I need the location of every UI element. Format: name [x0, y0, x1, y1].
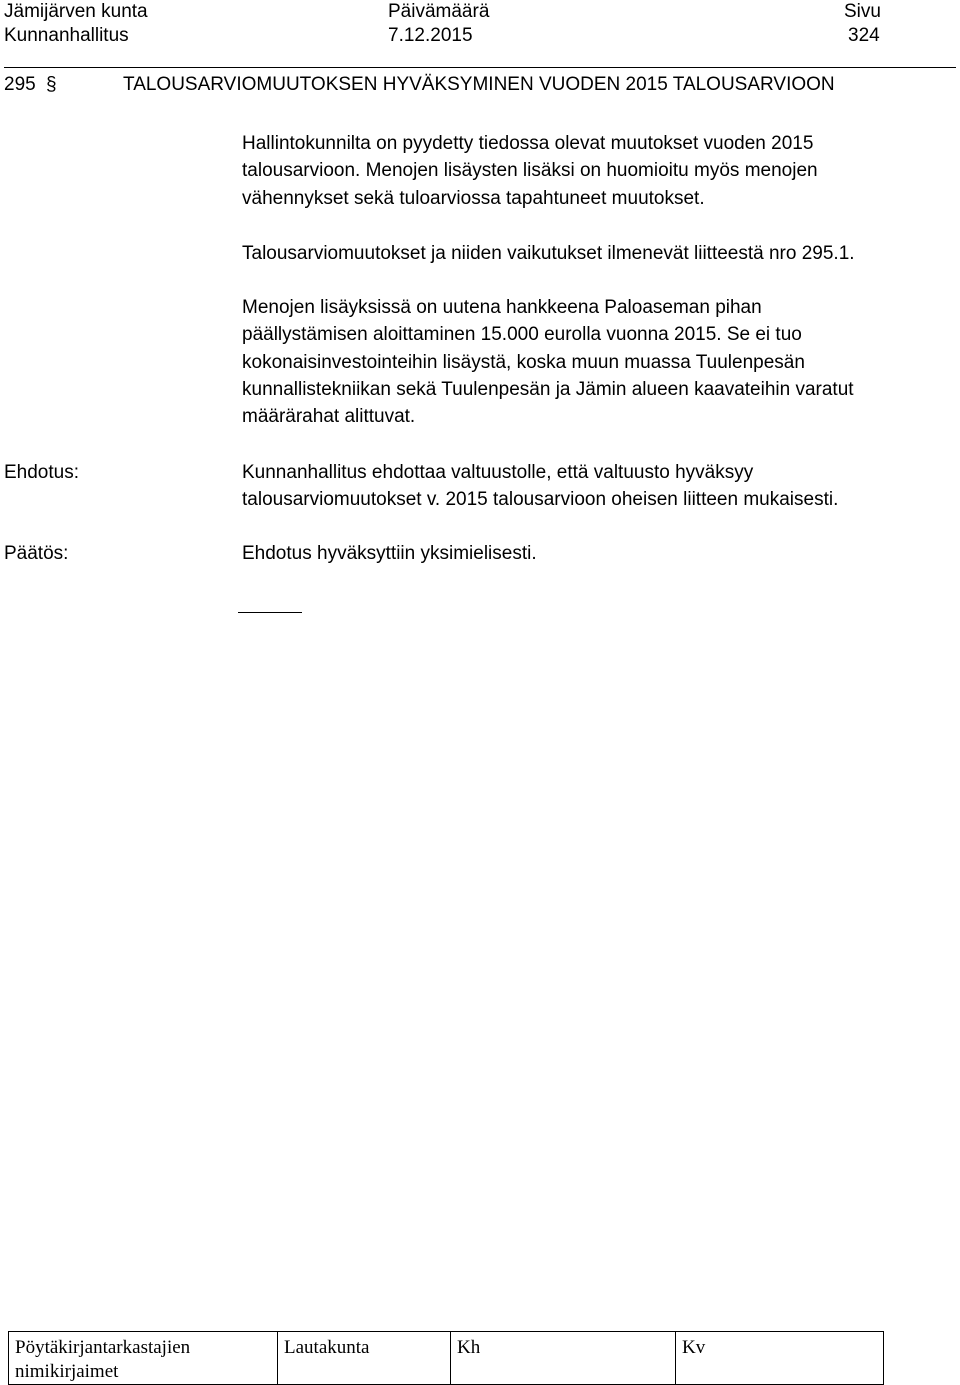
reviewers-initials-label: Pöytäkirjantarkastajien [15, 1337, 191, 1358]
table-row [9, 1332, 884, 1385]
section-title: TALOUSARVIOMUUTOKSEN HYVÄKSYMINEN VUODEN 2015 TALOUSARVIOON [123, 74, 835, 95]
reviewers-initials-cell [9, 1332, 278, 1385]
date-label: Päivämäärä [388, 1, 490, 22]
section-symbol: § [46, 74, 57, 95]
kv-label: Kv [682, 1337, 706, 1358]
paragraph-line: Talousarviomuutokset ja niiden vaikutukset ilmenevät liitteestä nro 295.1. [242, 243, 855, 264]
proposal-text [242, 459, 952, 514]
signature-footer-table [8, 1331, 884, 1385]
decision-label: Päätös: [4, 543, 69, 564]
page-number: 324 [848, 25, 880, 46]
committee-cell [278, 1332, 451, 1385]
kh-label: Kh [457, 1337, 481, 1358]
section-end-line [238, 612, 302, 613]
paragraph-line: kunnallistekniikan sekä Tuulenpesän ja Jämin alueen kaavateihin varatut [242, 378, 854, 400]
paragraph-appendix-reference [242, 240, 952, 267]
section-number: 295 [4, 74, 36, 95]
page-label: Sivu [844, 1, 881, 22]
paragraph-line: päällystämisen aloittaminen 15.000 eurolla vuonna 2015. Se ei tuo [242, 324, 802, 346]
paragraph-new-project [242, 294, 952, 430]
header-divider [4, 67, 956, 68]
kv-cell [676, 1332, 884, 1385]
paragraph-line: määrärahat alittuvat. [242, 406, 416, 428]
meeting-date: 7.12.2015 [388, 25, 473, 46]
paragraph-line: Menojen lisäyksissä on uutena hankkeena Paloaseman pihan [242, 297, 762, 318]
paragraph-line: talousarvioon. Menojen lisäysten lisäksi on huomioitu myös menojen [242, 160, 818, 182]
paragraph-changes-requested [242, 130, 952, 212]
paragraph-line: kokonaisinvestointeihin lisäystä, koska muun muassa Tuulenpesän [242, 351, 805, 373]
paragraph-line: vähennykset sekä tuloarviossa tapahtuneet muutokset. [242, 187, 705, 209]
proposal-label: Ehdotus: [4, 462, 79, 483]
reviewers-initials-label-2: nimikirjaimet [15, 1361, 119, 1382]
kh-cell [451, 1332, 676, 1385]
paragraph-line: Hallintokunnilta on pyydetty tiedossa olevat muutokset vuoden 2015 [242, 133, 814, 154]
committee-name: Kunnanhallitus [4, 25, 129, 46]
decision-text: Ehdotus hyväksyttiin yksimielisesti. [242, 543, 537, 564]
committee-label: Lautakunta [284, 1337, 370, 1358]
paragraph-line: talousarviomuutokset v. 2015 talousarvioon oheisen liitteen mukaisesti. [242, 489, 839, 511]
organization-name: Jämijärven kunta [4, 1, 148, 22]
paragraph-line: Kunnanhallitus ehdottaa valtuustolle, että valtuusto hyväksyy [242, 462, 754, 483]
